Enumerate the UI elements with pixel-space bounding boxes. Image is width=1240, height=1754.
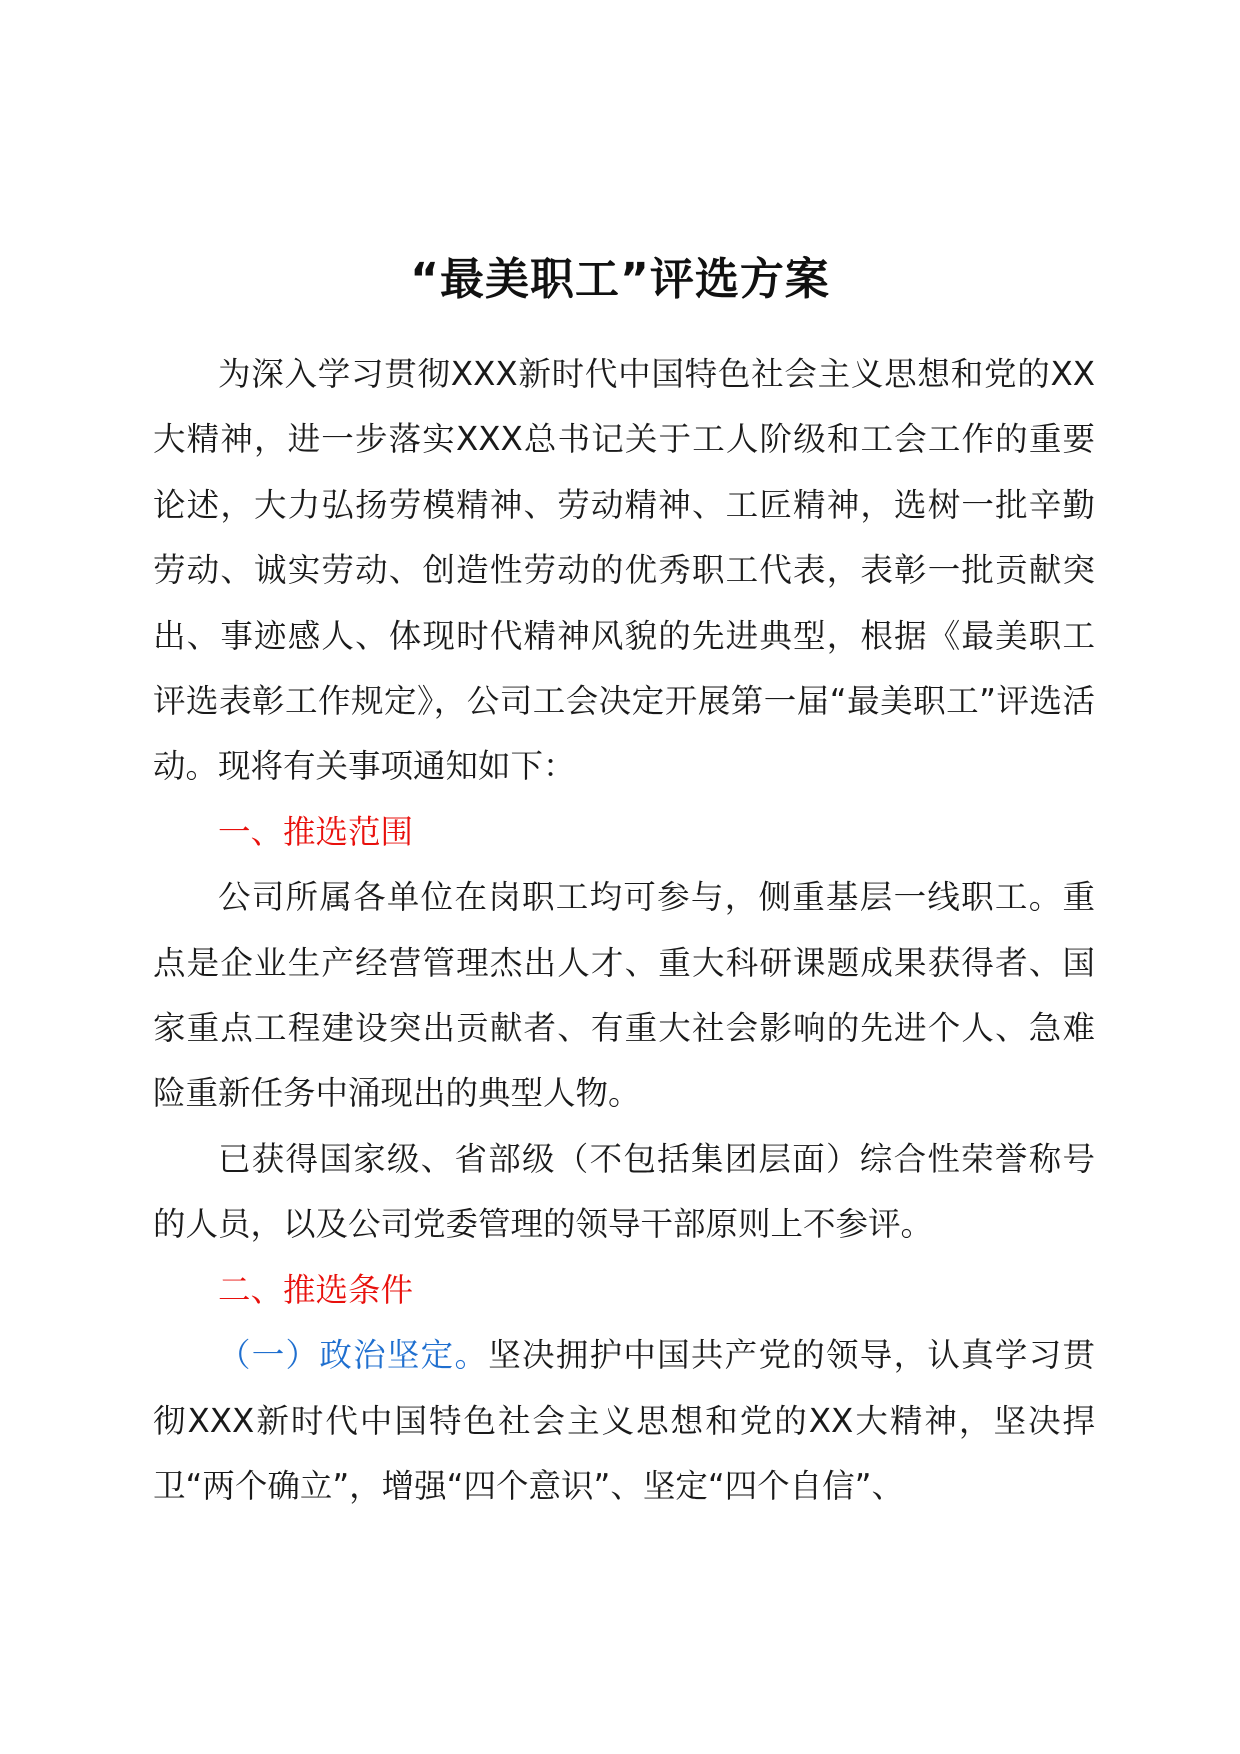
section-heading-conditions: 二、推选条件 <box>218 1270 414 1309</box>
document-title: “最美职工”评选方案 <box>410 254 830 305</box>
intro-paragraph: 为深入学习贯彻XXX新时代中国特色社会主义思想和党的XX大精神，进一步落实XXX总书记关于工人阶级和工会工作的重要论述，大力弘扬劳模精神、劳动精神、工匠精神，选树一批辛勤劳动、诚实劳动、创造性劳动的优秀职工代表，表彰一批贡献突出、事迹感人、体现时代精神风貌的先进典型，根据《最美职工评选表彰工作规定》，公司工会决定开展第一届“最美职工”评选活动。现将有关事项通知如下： <box>153 355 1095 786</box>
section-heading-scope: 一、推选范围 <box>218 812 414 851</box>
condition-item-1-text: 坚决拥护中国共产党的领导，认真学习贯彻XXX新时代中国特色社会主义思想和党的XX大精神，坚决捍卫“两个确立”，增强“四个意识”、坚定“四个自信”、 <box>153 1336 1095 1505</box>
document-body <box>153 342 1095 1519</box>
condition-item-1 <box>153 1323 1095 1519</box>
condition-item-1-label: （一）政治坚定。 <box>218 1336 489 1375</box>
scope-paragraph-1: 公司所属各单位在岗职工均可参与，侧重基层一线职工。重点是企业生产经营管理杰出人才、重大科研课题成果获得者、国家重点工程建设突出贡献者、有重大社会影响的先进个人、急难险重新任务中涌现出的典型人物。 <box>153 878 1095 1113</box>
scope-paragraph-2: 已获得国家级、省部级（不包括集团层面）综合性荣誉称号的人员，以及公司党委管理的领导干部原则上不参评。 <box>153 1139 1095 1244</box>
